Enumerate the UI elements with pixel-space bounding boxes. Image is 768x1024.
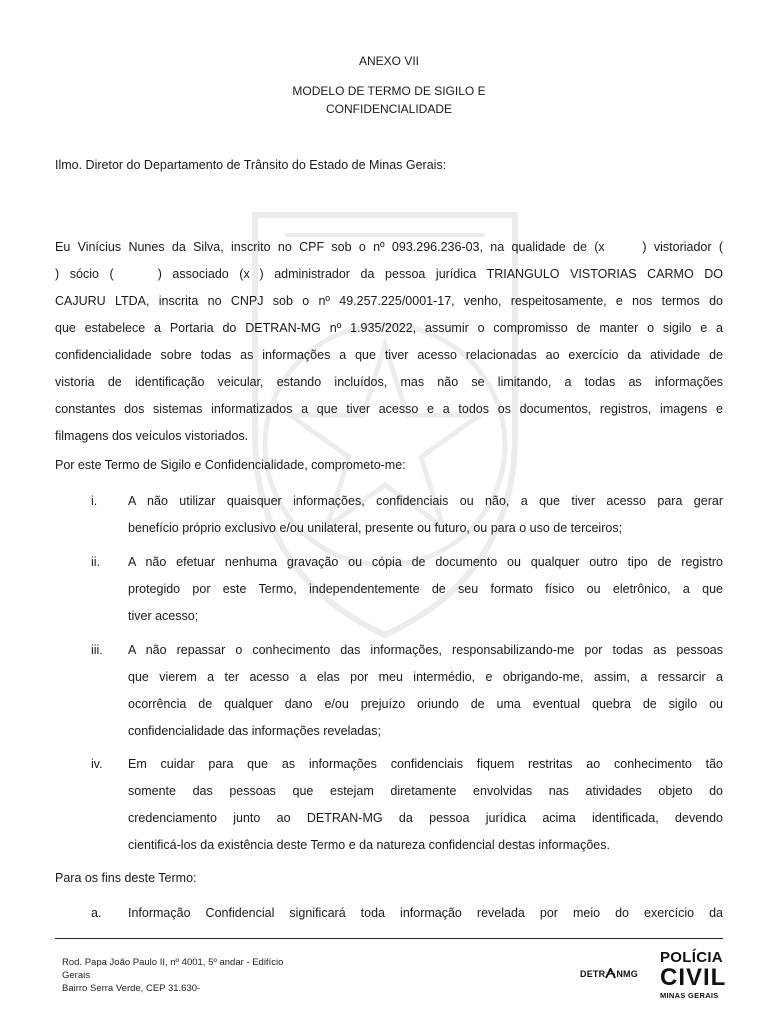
document-title [55,82,723,118]
footer-address [62,956,352,995]
definition-text [128,900,723,927]
statement-line-7: constantes dos sistemas informatizados a que tiver acesso e a todos os documentos, registros, imagens e [55,402,723,416]
annex-heading: ANEXO VII [358,54,420,68]
item-line: que vierem a ter acesso a elas por meu intermédio, e obrigando-me, assim, a ressarcir a [128,670,723,684]
statement-text: ) associado ( [157,267,244,281]
address-line: Bairro Serra Verde, CEP 31.630- [62,983,201,994]
role-checkbox-mark: x [598,240,605,254]
list-item-number: ii. [91,555,101,569]
salutation: Ilmo. Diretor do Departamento de Trânsito do Estado de Minas Gerais: [55,158,447,172]
statement-line-1 [55,234,723,261]
item-line: benefício próprio exclusivo e/ou unilateral, presente ou futuro, ou para o uso de terceiros; [128,521,623,535]
item-line: protegido por este Termo, independentemente de seu formato físico ou eletrônico, a que [128,582,723,596]
logo-line: POLÍCIA [660,949,723,966]
role-checkbox-mark: x [243,267,250,281]
address-line: Rod. Papa João Paulo II, nº 4001, 5º andar - Edifício [62,957,284,968]
title-line-2: CONFIDENCIALIDADE [325,102,453,116]
item-line: ocorrência de qualquer dano e/ou prejuízo oriundo de uma eventual quebra de sigilo ou [128,697,723,711]
statement-line-8: filmagens dos veículos vistoriados. [55,429,249,443]
footer-divider [55,938,723,939]
policia-civil-logo [660,949,727,1000]
detran-swoosh-icon [605,968,616,979]
statement-line-3: CAJURU LTDA, inscrita no CNPJ sob o nº 49.257.225/0001-17, venho, respeitosamente, e nos termos do [55,294,723,308]
item-line: A não utilizar quaisquer informações, confidenciais ou não, a que tiver acesso para gerar [128,494,723,508]
item-line: Informação Confidencial significará toda informação revelada por meio do exercício da [128,906,723,920]
statement-paragraph [55,234,723,450]
definitions-intro: Para os fins deste Termo: [55,871,197,885]
title-line-1: MODELO DE TERMO DE SIGILO E [292,84,486,98]
detran-logo-text: DETR [580,969,606,979]
item-line: A não efetuar nenhuma gravação ou cópia de documento ou qualquer outro tipo de registro [128,555,723,569]
definition-letter: a. [91,906,102,920]
list-item-number: iv. [91,757,103,771]
statement-line-5: confidencialidade sobre todas as informações a que tiver acesso relacionadas ao exercício da atividade de [55,348,723,362]
statement-text: ) vistoriador ( [642,240,724,254]
statement-line-2 [55,261,723,288]
list-item-text [128,488,723,542]
item-line: Em cuidar para que as informações confidenciais fiquem restritas ao conhecimento tão [128,757,723,771]
list-item-text [128,751,723,859]
item-line: A não repassar o conhecimento das informações, responsabilizando-me por todas as pessoas [128,643,723,657]
item-line: tiver acesso; [128,609,199,623]
statement-text: ) sócio ( [55,267,114,281]
statement-text: Eu Vinícius Nunes da Silva, inscrito no CPF sob o nº 093.296.236-03, na qualidade de ( [55,240,599,254]
item-line: cientificá-los da existência deste Termo e da natureza confidencial destas informações. [128,838,610,852]
item-line: confidencialidade das informações reveladas; [128,724,381,738]
list-item-text [128,637,723,745]
statement-line-6: vistoria de identificação veicular, estando incluídos, mas não se limitando, a todas as informações [55,375,723,389]
detran-logo-text: NMG [616,969,638,979]
list-item-number: iii. [91,643,103,657]
detran-mg-logo [580,968,638,979]
document-page [55,48,724,920]
commitment-intro: Por este Termo de Sigilo e Confidencialidade, comprometo-me: [55,458,406,472]
logo-line: MINAS GERAIS [660,991,719,1000]
list-item-text [128,549,723,630]
item-line: somente das pessoas que estejam diretamente envolvidas nas atividades objeto do [128,784,723,798]
logo-line: CIVIL [660,964,727,991]
statement-text: ) administrador da pessoa jurídica TRIANGULO VISTORIAS CARMO DO [259,267,724,281]
statement-line-4: que estabelece a Portaria do DETRAN-MG nº 1.935/2022, assumir o compromisso de manter o sigilo e a [55,321,723,335]
item-line: credenciamento junto ao DETRAN-MG da pessoa jurídica acima identificada, devendo [128,811,723,825]
list-item-number: i. [91,494,98,508]
address-line: Gerais [62,970,90,981]
